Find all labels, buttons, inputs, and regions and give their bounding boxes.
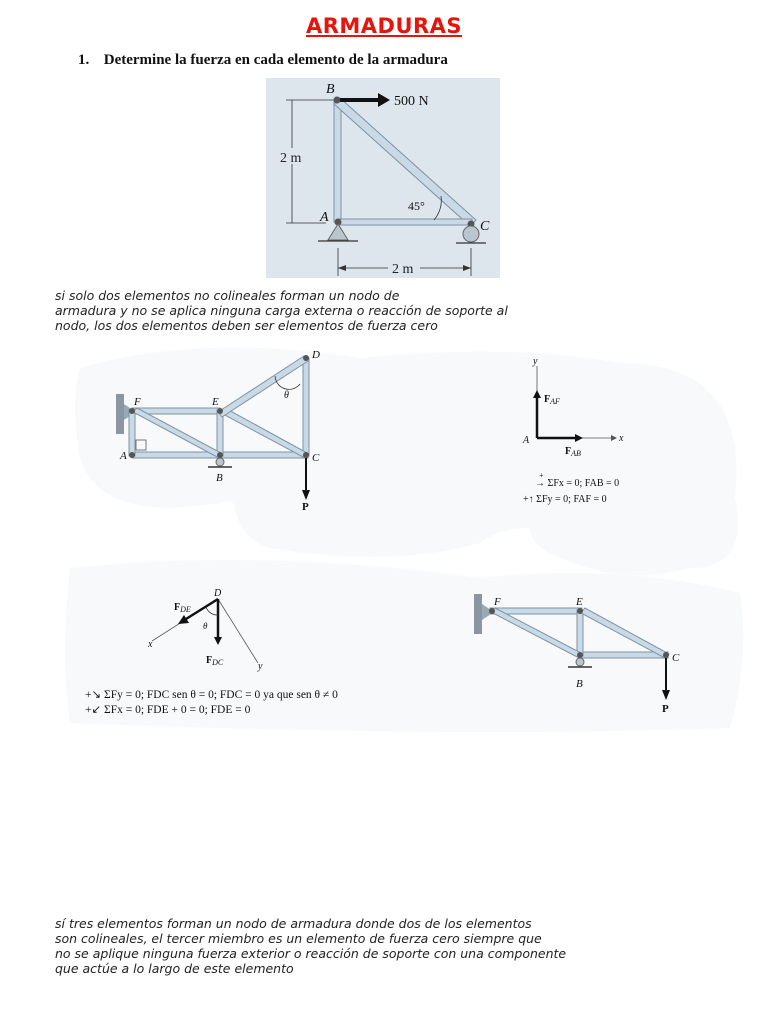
question-text: Determine la fuerza en cada elemento de la armadura: [103, 52, 448, 68]
width-dimension-label: 2 m: [392, 262, 414, 277]
member-eb: [577, 610, 583, 656]
paragraph-line: nodo, los dos elementos deben ser elementos de fuerza cero: [55, 318, 438, 333]
page-title: ARMADURAS: [305, 14, 463, 38]
member-dc: [303, 358, 309, 456]
question-1: [78, 52, 448, 69]
force-ab-label: $F_{AB}$: [565, 446, 581, 458]
member-ab: [334, 100, 341, 222]
paragraph-line: son colineales, el tercer miembro es un elemento de fuerza cero siempre que: [55, 931, 542, 946]
joint-b: [334, 97, 341, 104]
paragraph-line: armadura y no se aplica ninguna carga externa o reacción de soporte al: [55, 303, 508, 318]
force-de-label: $F_{DE}$: [174, 602, 191, 614]
paragraph-line: si solo dos elementos no colineales forman un nodo de: [55, 288, 400, 303]
height-dimension-label: 2 m: [280, 151, 302, 166]
figure-background: [266, 78, 500, 278]
force-label: 500 N: [394, 94, 429, 109]
label-e: E: [212, 396, 219, 408]
force-de-arrow: [186, 599, 218, 619]
eq-prefix: +: [539, 471, 544, 480]
wall-support: [474, 594, 482, 634]
fbd-d-equations: [85, 688, 338, 718]
figure-fbd-node-a: [515, 352, 655, 512]
axis-x-label: x: [619, 433, 624, 444]
label-b: B: [216, 472, 223, 484]
equation-sum-fx: +↙ ΣFx = 0; FDE + 0 = 0; FDE = 0: [85, 704, 251, 716]
paragraph-line: sí tres elementos forman un nodo de armadura donde dos de los elementos: [55, 916, 532, 931]
label-f: F: [134, 396, 141, 408]
angle-label: 45°: [408, 199, 425, 213]
force-af-label: $F_{AF}$: [544, 394, 560, 406]
paragraph-zero-force-rule-1: [55, 288, 508, 333]
roller-support-c: [463, 226, 479, 242]
member-ec: [221, 408, 309, 458]
member-fb: [491, 608, 583, 658]
label-e: E: [576, 596, 583, 608]
label-c: C: [480, 219, 490, 234]
label-p: P: [302, 501, 309, 513]
member-ec: [581, 608, 669, 658]
axis-y-label: y: [258, 661, 263, 672]
member-af: [129, 410, 135, 456]
figure-fbd-node-d: [140, 585, 280, 680]
label-d: D: [312, 349, 320, 361]
label-c: C: [312, 452, 320, 464]
node-d-label: D: [214, 588, 222, 599]
figure-truss-abc: [266, 78, 500, 278]
question-number: 1.: [78, 52, 90, 68]
paragraph-line: que actúe a lo largo de este elemento: [55, 961, 294, 976]
paragraph-zero-force-rule-2: [55, 916, 566, 976]
equation-sum-fy: +↘ ΣFy = 0; FDC sen θ = 0; FDC = 0 ya que sen θ ≠ 0: [85, 689, 338, 701]
force-dc-label: $F_{DC}$: [206, 655, 224, 667]
paragraph-line: no se aplique ninguna fuerza exterior o reacción de soporte con una componente: [55, 946, 567, 961]
label-p: P: [662, 703, 669, 715]
label-theta: θ: [203, 621, 208, 631]
label-a: A: [120, 450, 127, 462]
member-fb: [133, 408, 223, 458]
label-b: B: [326, 82, 335, 97]
member-ac: [338, 219, 472, 225]
label-c: C: [672, 652, 680, 664]
figure-truss-fedcab: [110, 342, 330, 517]
equation-sum-fy: +↑ ΣFy = 0; FAF = 0: [523, 494, 607, 505]
node-a-label: A: [523, 435, 530, 446]
member-ed: [218, 356, 308, 417]
axis-x-label: x: [148, 639, 153, 650]
label-theta: θ: [284, 390, 289, 401]
figure-truss-reduced: [470, 592, 690, 717]
label-b: B: [576, 678, 583, 690]
label-a: A: [320, 210, 329, 225]
axis-y-label: y: [533, 356, 538, 367]
equation-sum-fx: → ΣFx = 0; FAB = 0: [535, 478, 620, 489]
wall-support: [116, 394, 124, 434]
label-f: F: [494, 596, 501, 608]
